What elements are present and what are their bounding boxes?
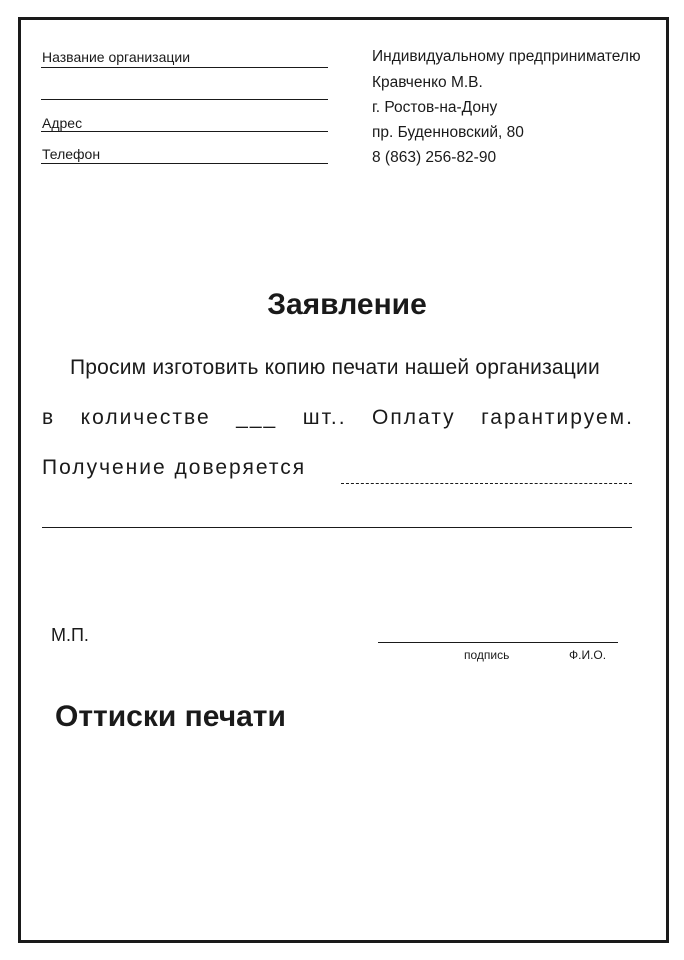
- addressee-line: г. Ростов-на-Дону: [372, 99, 498, 116]
- document-title: Заявление: [267, 288, 427, 321]
- request-text-line-3: Получение доверяется: [42, 456, 307, 479]
- org-name-line-2: [41, 99, 328, 100]
- word: шт..: [302, 406, 347, 429]
- stamp-place-label: М.П.: [51, 625, 89, 645]
- trustee-blank-line-2: [42, 527, 632, 528]
- trustee-blank-line: [341, 483, 632, 484]
- phone-line: [41, 163, 328, 164]
- stamp-impressions-title: Оттиски печати: [55, 700, 286, 733]
- addressee-line: Индивидуальному предпринимателю: [372, 48, 641, 65]
- request-text-line-2: [42, 405, 634, 431]
- full-name-caption: Ф.И.О.: [569, 648, 607, 662]
- word: в: [42, 406, 56, 429]
- signature-line: [378, 642, 618, 643]
- phone-label: Телефон: [42, 146, 101, 162]
- signature-caption: подпись: [464, 648, 510, 662]
- addressee-line: Кравченко М.В.: [372, 74, 483, 91]
- org-name-line: [41, 67, 328, 68]
- addressee-line: 8 (863) 256-82-90: [372, 149, 497, 166]
- quantity-blank: ___: [236, 406, 278, 429]
- address-line: [41, 131, 328, 132]
- word: гарантируем.: [481, 406, 634, 429]
- org-name-label: Название организации: [42, 49, 191, 65]
- addressee-line: пр. Буденновский, 80: [372, 124, 524, 141]
- address-label: Адрес: [42, 115, 83, 131]
- word: Оплату: [372, 406, 456, 429]
- request-text-line-1: Просим изготовить копию печати нашей организации: [70, 356, 600, 379]
- word: количестве: [80, 406, 211, 429]
